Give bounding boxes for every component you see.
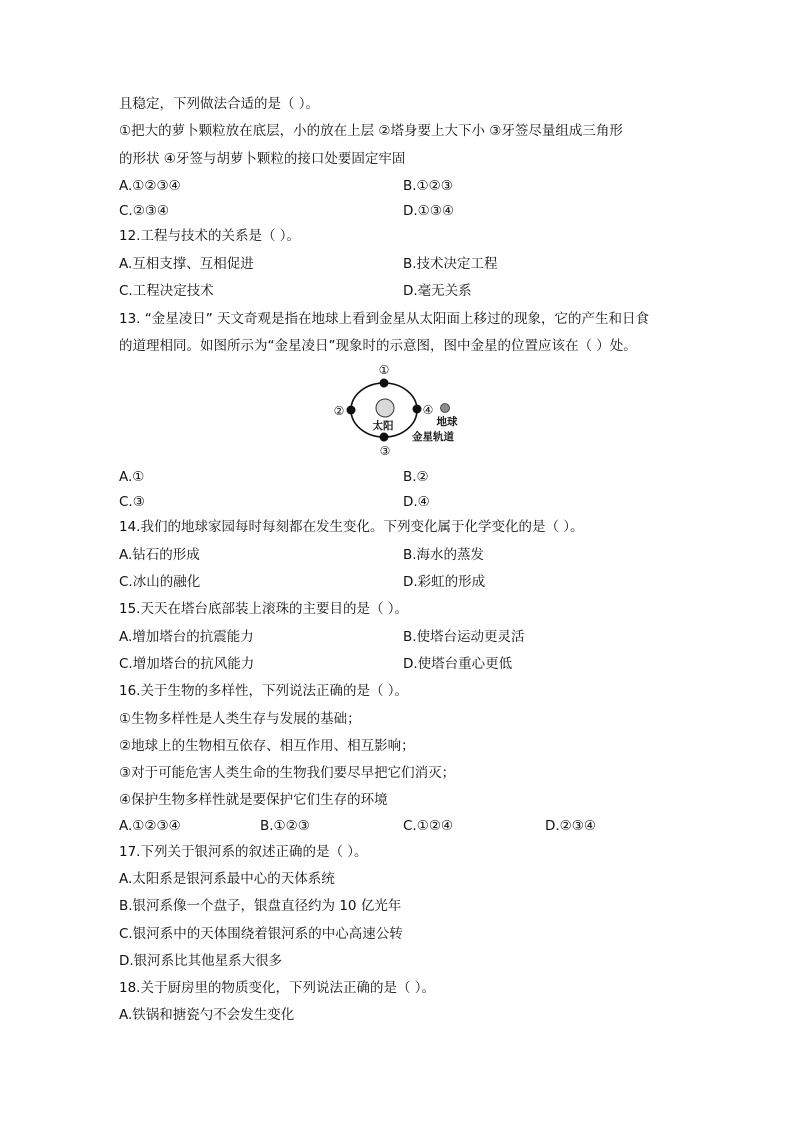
question-15-option-d[interactable]: D.使塔台重心更低	[403, 656, 513, 672]
sun-icon	[376, 399, 394, 417]
venus-position-1-dot	[380, 379, 389, 388]
question-17-option-d[interactable]: D.银河系比其他星系大很多	[119, 953, 283, 969]
question-12-option-d[interactable]: D.毫无关系	[403, 283, 472, 299]
question-12-option-a[interactable]: A.互相支撑、互相促进	[119, 256, 254, 272]
question-15-option-c[interactable]: C.增加塔台的抗风能力	[119, 656, 255, 672]
question-11-option-d[interactable]: D.①③④	[403, 203, 454, 219]
question-16-statement-3: ③对于可能危害人类生命的生物我们要尽早把它们消灭；	[119, 765, 456, 781]
question-16-stem: 16.关于生物的多样性，下列说法正确的是（ ）。	[119, 683, 409, 699]
position-1-marker: ①	[378, 363, 390, 377]
question-12-option-c[interactable]: C.工程决定技术	[119, 283, 214, 299]
question-16-option-c[interactable]: C.①②④	[403, 818, 454, 834]
question-13-option-a[interactable]: A.①	[119, 469, 145, 485]
question-14-option-d[interactable]: D.彩虹的形成	[403, 574, 486, 590]
question-16-statement-1: ①生物多样性是人类生存与发展的基础；	[119, 711, 361, 727]
question-17-option-c[interactable]: C.银河系中的天体围绕着银河系的中心高速公转	[119, 926, 403, 942]
venus-position-3-dot	[380, 433, 389, 442]
venus-position-2-dot	[347, 406, 356, 415]
venus-transit-diagram	[326, 360, 466, 460]
question-14-option-a[interactable]: A.钻石的形成	[119, 547, 200, 563]
question-13-stem-line-2: 的道理相同。如图所示为“金星凌日”现象时的示意图，图中金星的位置应该在（ ）处。	[119, 338, 637, 354]
question-16-statement-2: ②地球上的生物相互依存、相互作用、相互影响；	[119, 738, 415, 754]
question-11-statements-line-2: 的形状 ④牙签与胡萝卜颗粒的接口处要固定牢固	[119, 151, 406, 167]
earth-label: 地球	[436, 416, 458, 428]
venus-orbit-label: 金星轨道	[412, 431, 454, 443]
question-18-option-a[interactable]: A.铁锅和搪瓷勺不会发生变化	[119, 1007, 295, 1023]
question-16-statement-4: ④保护生物多样性就是要保护它们生存的环境	[119, 792, 388, 808]
earth-icon	[441, 404, 450, 413]
question-16-option-d[interactable]: D.②③④	[545, 818, 596, 834]
question-12-stem: 12.工程与技术的关系是（ ）。	[119, 228, 301, 244]
question-16-option-b[interactable]: B.①②③	[260, 818, 310, 834]
question-14-stem: 14.我们的地球家园每时每刻都在发生变化。下列变化属于化学变化的是（ ）。	[119, 519, 584, 535]
position-3-marker: ③	[379, 444, 391, 458]
question-12-option-b[interactable]: B.技术决定工程	[403, 256, 498, 272]
question-13-option-d[interactable]: D.④	[403, 494, 430, 510]
question-11-option-a[interactable]: A.①②③④	[119, 178, 181, 194]
question-15-option-b[interactable]: B.使塔台运动更灵活	[403, 629, 525, 645]
question-11-option-c[interactable]: C.②③④	[119, 203, 170, 219]
question-13-option-b[interactable]: B.②	[403, 469, 429, 485]
question-11-stem-end: 且稳定，下列做法合适的是（ ）。	[119, 96, 320, 112]
question-14-option-b[interactable]: B.海水的蒸发	[403, 547, 485, 563]
question-18-stem: 18.关于厨房里的物质变化，下列说法正确的是（ ）。	[119, 980, 436, 996]
sun-label: 太阳	[372, 420, 394, 432]
question-11-option-b[interactable]: B.①②③	[403, 178, 453, 194]
question-14-option-c[interactable]: C.冰山的融化	[119, 574, 201, 590]
question-13-stem-line-1: 13. “金星凌日” 天文奇观是指在地球上看到金星从太阳面上移过的现象，它的产生和日食	[119, 311, 650, 327]
question-17-option-b[interactable]: B.银河系像一个盘子，银盘直径约为 10 亿光年	[119, 898, 402, 914]
question-17-stem: 17.下列关于银河系的叙述正确的是（ ）。	[119, 844, 368, 860]
question-15-stem: 15.天天在塔台底部装上滚珠的主要目的是（ ）。	[119, 601, 409, 617]
question-15-option-a[interactable]: A.增加塔台的抗震能力	[119, 629, 254, 645]
question-16-option-a[interactable]: A.①②③④	[119, 818, 181, 834]
question-11-statements-line-1: ①把大的萝卜颗粒放在底层，小的放在上层 ②塔身要上大下小 ③牙签尽量组成三角形	[119, 123, 623, 139]
question-13-option-c[interactable]: C.③	[119, 494, 145, 510]
position-2-marker: ②	[333, 404, 345, 418]
venus-position-4-dot	[413, 405, 422, 414]
question-17-option-a[interactable]: A.太阳系是银河系最中心的天体系统	[119, 871, 335, 887]
position-4-marker: ④	[422, 403, 434, 417]
